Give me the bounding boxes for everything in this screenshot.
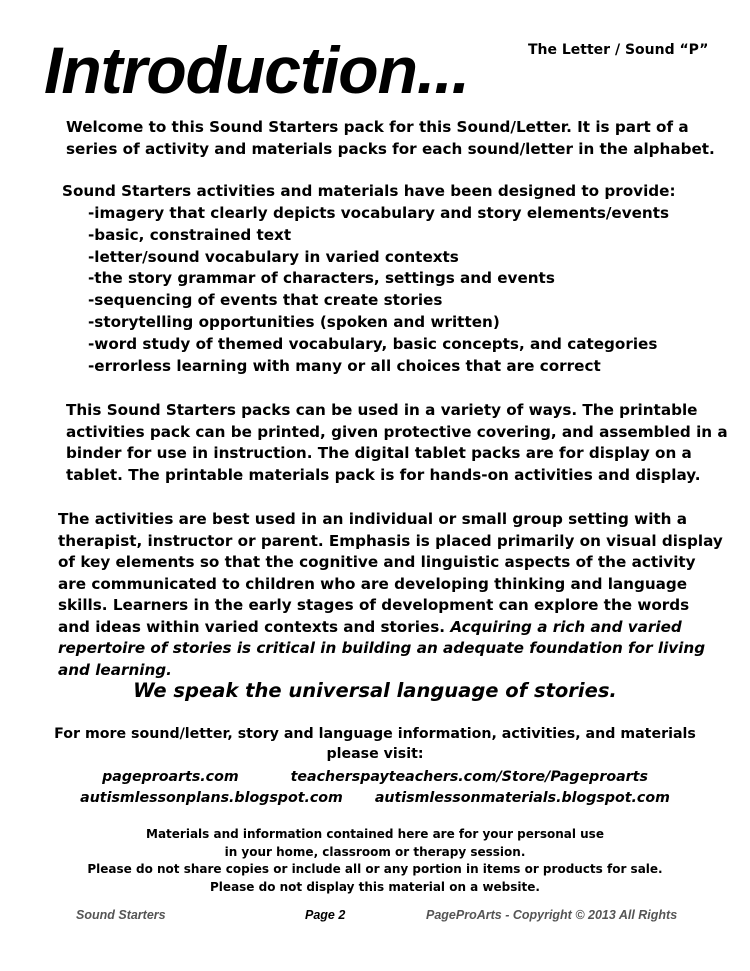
activities-text: The activities are best used in an individual or small group setting with a therapist, instructor or parent. Emphasis is placed primarily on visual display of key elements so that the cognitive and linguistic aspects of the activity are communicated to children who are developing thinking and language skills. Learners in the early stages of development can explore the words and ideas within varied contexts and stories. bbox=[58, 510, 723, 636]
list-item: -imagery that clearly depicts vocabulary and story elements/events bbox=[88, 204, 670, 222]
list-item: -letter/sound vocabulary in varied contexts bbox=[88, 247, 459, 266]
list-item: -sequencing of events that create stories bbox=[88, 291, 443, 310]
slogan: We speak the universal language of stories. bbox=[133, 679, 617, 702]
website-links bbox=[0, 767, 750, 809]
links-row bbox=[0, 788, 750, 809]
notice-line: Materials and information contained here are for your personal use bbox=[146, 827, 604, 841]
provide-list bbox=[88, 203, 669, 377]
activities-paragraph bbox=[44, 509, 723, 681]
footer-series-name: Sound Starters bbox=[76, 908, 166, 922]
letter-sound-subtitle: The Letter / Sound “P” bbox=[528, 42, 709, 58]
list-item: -storytelling opportunities (spoken and written) bbox=[88, 312, 500, 331]
page-title: Introduction... bbox=[44, 33, 469, 107]
list-item: -errorless learning with many or all choices that are correct bbox=[88, 356, 601, 375]
activities-emphasis: Acquiring a rich and varied repertoire of stories is critical in building an adequate foundation for living and learning. bbox=[58, 617, 706, 679]
visit-line-2: please visit: bbox=[326, 746, 424, 762]
provide-lead: Sound Starters activities and materials have been designed to provide: bbox=[62, 182, 676, 200]
visit-line-1: For more sound/letter, story and language information, activities, and materials bbox=[54, 726, 696, 742]
usage-notice bbox=[0, 826, 750, 896]
links-row bbox=[0, 767, 750, 788]
notice-line: Please do not share copies or include all or any portion in items or products for sale. bbox=[87, 862, 663, 876]
link-teacherspayteachers[interactable]: teacherspayteachers.com/Store/Pageproarts bbox=[290, 769, 648, 785]
notice-line: in your home, classroom or therapy session. bbox=[224, 844, 526, 859]
link-autismlessonmaterials[interactable]: autismlessonmaterials.blogspot.com bbox=[374, 790, 670, 806]
link-autismlessonplans[interactable]: autismlessonplans.blogspot.com bbox=[80, 790, 343, 806]
footer-copyright: PageProArts - Copyright © 2013 All Rights bbox=[426, 908, 678, 922]
list-item: -the story grammar of characters, settings and events bbox=[88, 269, 555, 288]
link-pageproarts[interactable]: pageproarts.com bbox=[102, 769, 239, 785]
footer-page-number: Page 2 bbox=[305, 908, 346, 922]
page-footer bbox=[0, 908, 750, 926]
list-item: -basic, constrained text bbox=[88, 225, 292, 244]
list-item: -word study of themed vocabulary, basic concepts, and categories bbox=[88, 334, 658, 353]
notice-line: Please do not display this material on a website. bbox=[210, 879, 540, 894]
intro-paragraph: Welcome to this Sound Starters pack for this Sound/Letter. It is part of a series of activity and materials packs for each sound/letter in the alphabet. bbox=[66, 118, 715, 158]
visit-text bbox=[0, 724, 750, 764]
usage-paragraph: This Sound Starters packs can be used in a variety of ways. The printable activities pack can be printed, given protective covering, and assembled in a binder for use in instruction. The digital tablet packs are for display on a tablet. The printable materials pack is for hands-on activities and display. bbox=[66, 401, 728, 484]
